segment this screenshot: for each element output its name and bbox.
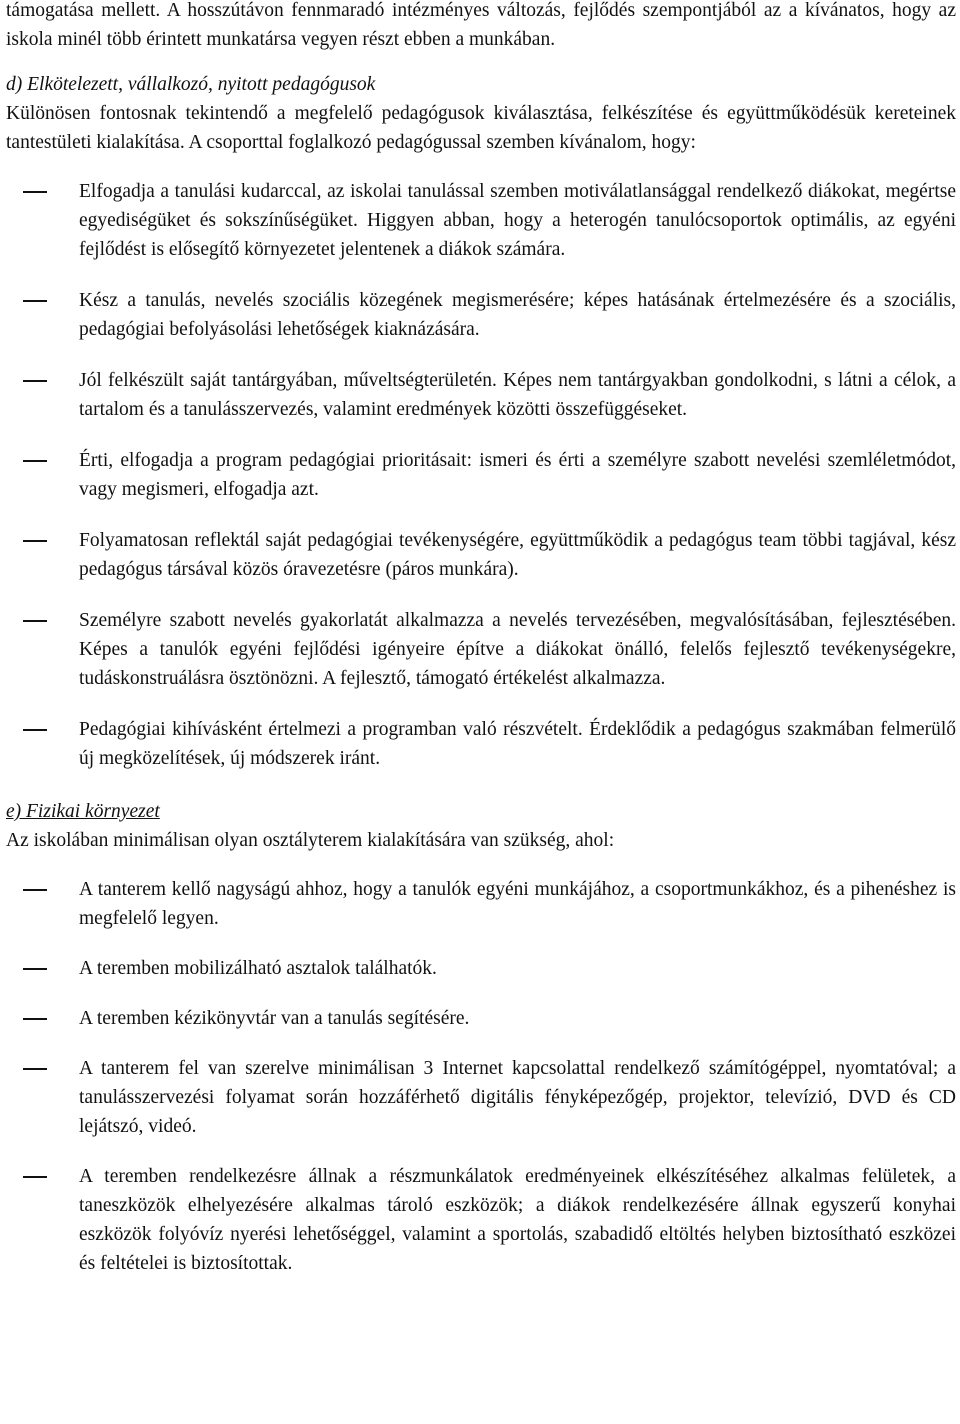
list-item-text: A tanterem fel van szerelve minimálisan 3 Internet kapcsolattal rendelkező számítógéppel, nyomtatóval; a tanulásszervezési folyamat során hozzáférhető digitális fényképezőgép, projektor, televízió, DVD és CD lejátszó, videó.: [79, 1058, 956, 1137]
list-item-text: A teremben rendelkezésre állnak a részmunkálatok eredményeinek elkészítéséhez alkalmas felületek, a taneszközök elhelyezésére alkalmas tároló eszközök; a diákok rendelkezésére állnak egyszerű konyhai eszközök folyóvíz nyerési lehetőséggel, valamint a sportolás, szabadidő eltöltés helyben biztosítható eszközei és feltételei is biztosítottak.: [79, 1166, 956, 1274]
list-item-text: Folyamatosan reflektál saját pedagógiai tevékenységére, együttműködik a pedagógus team többi tagjával, kész pedagógus társával közös óravezetésre (páros munkára).: [79, 530, 956, 580]
intro-paragraph: támogatása mellett. A hosszútávon fennmaradó intézményes változás, fejlődés szempontjából az a kívánatos, hogy az iskola minél több érintett munkatársa vegyen részt ebben a munkában.: [6, 0, 956, 50]
list-item-text: Kész a tanulás, nevelés szociális közegének megismerésére; képes hatásának értelmezésére és a szociális, pedagógiai befolyásolási lehetőségek kiaknázására.: [79, 290, 956, 340]
list-item: [6, 366, 956, 424]
section-e-heading: [6, 797, 956, 826]
section-d-heading: d) Elkötelezett, vállalkozó, nyitott pedagógusok: [6, 74, 376, 95]
section-e-heading-text: e) Fizikai környezet: [6, 801, 160, 822]
dash-bullet-icon: [23, 889, 47, 891]
list-item: [6, 954, 956, 983]
list-item: [6, 446, 956, 504]
list-item: [6, 177, 956, 264]
list-item-text: Elfogadja a tanulási kudarccal, az iskolai tanulással szemben motiválatlansággal rendelkező diákokat, megértse egyediségüket és sokszínűségüket. Higgyen abban, hogy a heterogén tanulócsoportok optimális, az egyéni fejlődést is elősegítő környezetet jelentenek a diákok számára.: [79, 181, 956, 260]
list-item-text: A teremben mobilizálható asztalok találhatók.: [79, 958, 437, 979]
section-e-paragraph: Az iskolában minimálisan olyan osztályterem kialakítására van szükség, ahol:: [6, 830, 615, 851]
list-item-text: Személyre szabott nevelés gyakorlatát alkalmazza a nevelés tervezésében, megvalósításában, fejlesztésében. Képes a tanulók egyéni fejlődési igényeire építve a diákokat önálló, felelős fejlesztő tevékenységekre, tudáskonstruálásra ösztönözni. A fejlesztő, támogató értékelést alkalmazza.: [79, 610, 956, 689]
list-item-text: Pedagógiai kihívásként értelmezi a programban való részvételt. Érdeklődik a pedagógus szakmában felmerülő új megközelítések, új módszerek iránt.: [79, 719, 956, 769]
list-item-text: Érti, elfogadja a program pedagógiai prioritásait: ismeri és érti a személyre szabott nevelési szemléletmódot, vagy megismeri, elfogadja azt.: [79, 450, 956, 500]
dash-bullet-icon: [23, 1176, 47, 1178]
dash-bullet-icon: [23, 540, 47, 542]
dash-bullet-icon: [23, 460, 47, 462]
list-item: [6, 526, 956, 584]
list-item: [6, 286, 956, 344]
dash-bullet-icon: [23, 729, 47, 731]
dash-bullet-icon: [23, 620, 47, 622]
list-item-text: A teremben kézikönyvtár van a tanulás segítésére.: [79, 1008, 470, 1029]
section-d-paragraph: Különösen fontosnak tekintendő a megfelelő pedagógusok kiválasztása, felkészítése és együttműködésük kereteinek tantestületi kialakítása. A csoporttal foglalkozó pedagógussal szemben kívánalom, hogy:: [6, 103, 956, 153]
dash-bullet-icon: [23, 1068, 47, 1070]
list-item-text: Jól felkészült saját tantárgyában, műveltségterületén. Képes nem tantárgyakban gondolkodni, s látni a célok, a tartalom és a tanulásszervezés, valamint eredmények közötti összefüggéseket.: [79, 370, 956, 420]
section-d-list: [6, 177, 956, 773]
dash-bullet-icon: [23, 300, 47, 302]
section-e-list: [6, 875, 956, 1278]
list-item: [6, 875, 956, 933]
list-item-text: A tanterem kellő nagyságú ahhoz, hogy a tanulók egyéni munkájához, a csoportmunkákhoz, és a pihenéshez is megfelelő legyen.: [79, 879, 956, 929]
list-item: [6, 1004, 956, 1033]
dash-bullet-icon: [23, 191, 47, 193]
dash-bullet-icon: [23, 380, 47, 382]
list-item: [6, 715, 956, 773]
document-page: [6, 0, 956, 1278]
list-item: [6, 1054, 956, 1141]
list-item: [6, 606, 956, 693]
dash-bullet-icon: [23, 1018, 47, 1020]
dash-bullet-icon: [23, 968, 47, 970]
list-item: [6, 1162, 956, 1278]
